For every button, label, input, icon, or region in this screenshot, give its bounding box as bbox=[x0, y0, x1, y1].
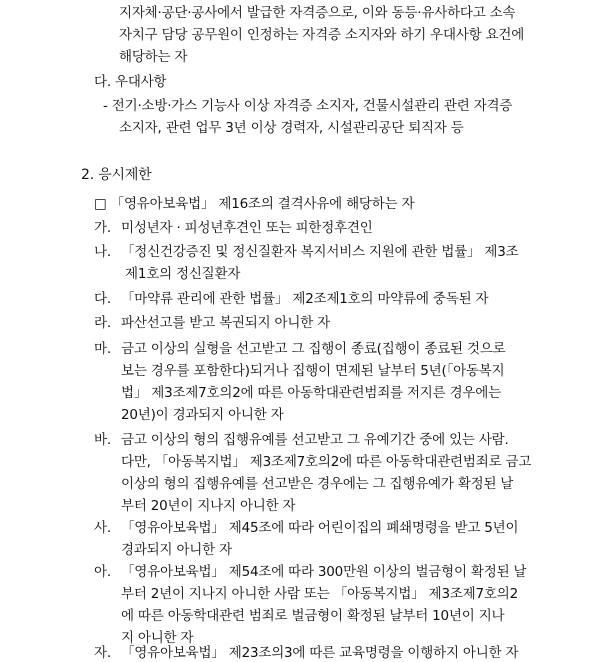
item-label: 사. bbox=[94, 520, 111, 536]
paragraph-line: 지자체·공단·공사에서 발급한 자격증으로, 이와 동등·유사하다고 소속 bbox=[119, 5, 516, 21]
item-line: 「영유아보육법」 제54조에 따라 300만원 이상의 벌금형이 확정된 날 bbox=[121, 564, 527, 580]
item-line: 경과되지 아니한 자 bbox=[121, 542, 232, 558]
item-line: 금고 이상의 실형을 선고받고 그 집행이 종료(집행이 종료된 것으로 bbox=[121, 341, 506, 357]
item-label: 마. bbox=[94, 341, 111, 357]
item-line: 금고 이상의 형의 집행유예를 선고받고 그 유예기간 중에 있는 사람. bbox=[121, 432, 509, 448]
item-label: 바. bbox=[94, 432, 111, 448]
item-line: 「마약류 관리에 관한 법률」 제2조제1호의 마약류에 중독된 자 bbox=[121, 291, 489, 307]
item-line: 보는 경우를 포함한다)되거나 집행이 면제된 날부터 5년(「아동복지 bbox=[121, 363, 505, 379]
box-heading: □ 「영유아보육법」 제16조의 결격사유에 해당하는 자 bbox=[94, 196, 415, 212]
item-line: 지 아니한 자 bbox=[121, 630, 194, 646]
item-label: 자. bbox=[94, 645, 111, 661]
item-label: 다. bbox=[94, 291, 111, 307]
item-line: 제1호의 정신질환자 bbox=[125, 266, 241, 282]
item-label: 라. bbox=[94, 315, 111, 331]
paragraph-line: 자치구 담당 공무원이 인정하는 자격증 소지자와 하기 우대사항 요건에 bbox=[119, 27, 525, 43]
item-line: 「정신건강증진 및 정신질환자 복지서비스 지원에 관한 법률」 제3조 bbox=[121, 244, 519, 260]
item-label: 나. bbox=[94, 244, 111, 260]
item-line: 부터 20년이 지나지 아니한 자 bbox=[121, 498, 296, 514]
paragraph-line: 해당하는 자 bbox=[119, 49, 188, 65]
item-line: 이상의 형의 집행유예를 선고받은 경우에는 그 집행유예가 확정된 날 bbox=[121, 476, 514, 492]
preference-bullet-line: 소지자, 관련 업무 3년 이상 경력자, 시설관리공단 퇴직자 등 bbox=[119, 120, 464, 136]
section-title: 2. 응시제한 bbox=[81, 167, 152, 183]
item-line: 파산선고를 받고 복권되지 아니한 자 bbox=[121, 315, 330, 331]
item-label: 가. bbox=[94, 220, 111, 236]
item-line: 에 따른 아동학대관련 범죄로 벌금형이 확정된 날부터 10년이 지나 bbox=[121, 608, 505, 624]
item-line: 미성년자 · 피성년후견인 또는 피한정후견인 bbox=[121, 220, 373, 236]
item-line: 다만, 「아동복지법」 제3조제7호의2에 따른 아동학대관련범죄로 금고 bbox=[121, 454, 532, 470]
preference-heading: 다. 우대사항 bbox=[94, 74, 167, 90]
preference-bullet-line: - 전기·소방·가스 기능사 이상 자격증 소지자, 건물시설관리 관련 자격증 bbox=[103, 98, 513, 114]
item-line: 「영유아보육법」 제45조에 따라 어린이집의 폐쇄명령을 받고 5년이 bbox=[121, 520, 519, 536]
item-line: 부터 2년이 지나지 아니한 사람 또는 「아동복지법」 제3조제7호의2 bbox=[121, 586, 518, 602]
item-line: 법」 제3조제7호의2에 따른 아동학대관련범죄를 저지른 경우에는 bbox=[121, 385, 501, 401]
item-line: 「영유아보육법」 제23조의3에 따른 교육명령을 이행하지 아니한 자 bbox=[121, 645, 519, 661]
item-label: 아. bbox=[94, 564, 111, 580]
item-line: 20년)이 경과되지 아니한 자 bbox=[121, 407, 284, 423]
